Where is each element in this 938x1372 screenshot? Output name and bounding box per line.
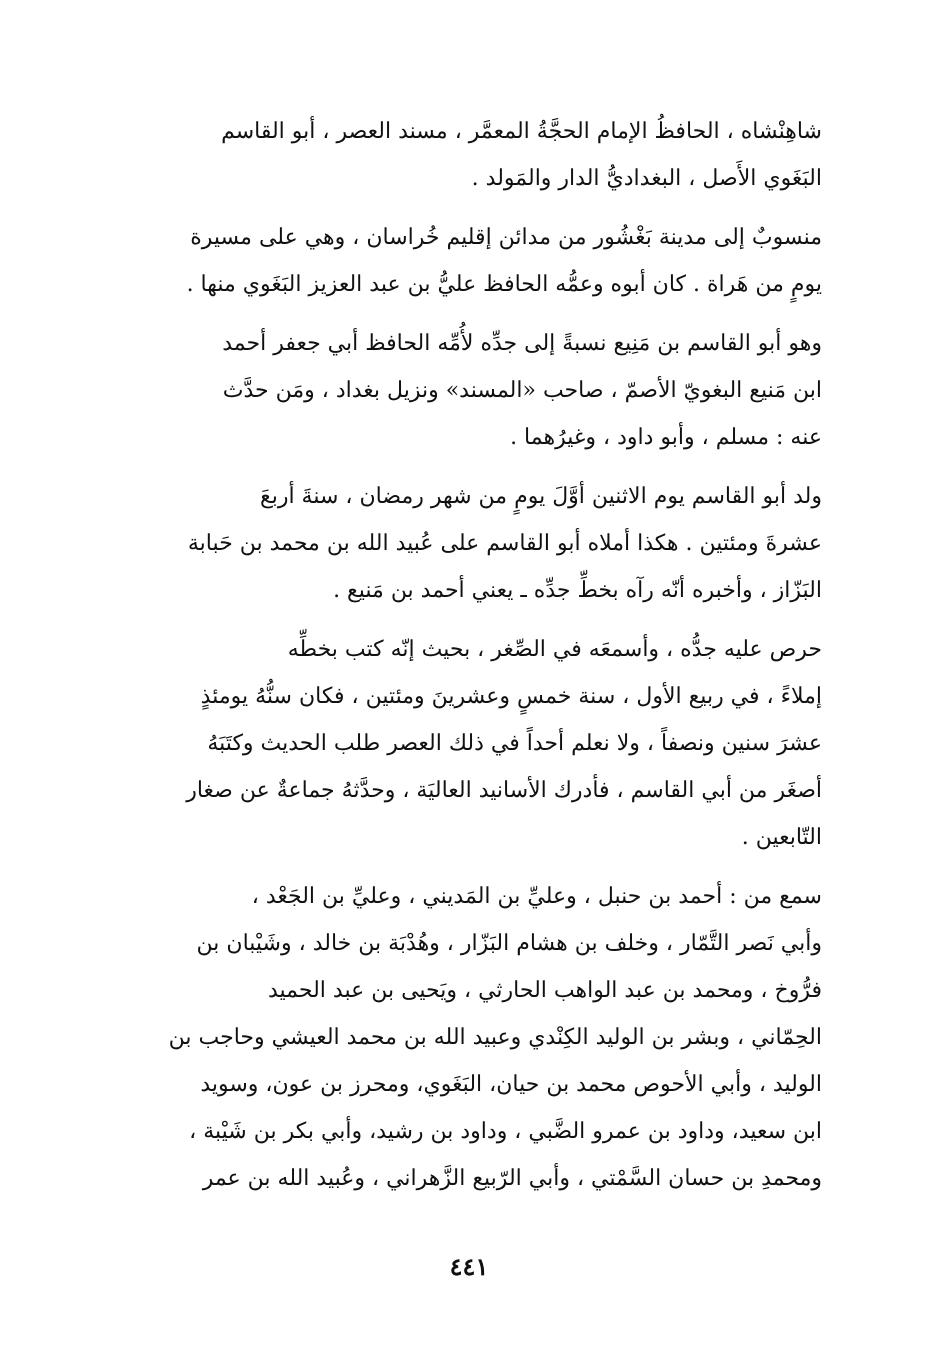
text-line: الوليد ، وأبي الأحوص محمد بن حيان، البَغَوي، ومحرز بن عون، وسويد — [200, 1072, 822, 1097]
text-line: التّابعين . — [741, 825, 822, 850]
page-number: ٤٤١ — [449, 1252, 489, 1281]
text-line: البَزّاز ، وأخبره أنّه رآه بخطِّ جدِّه ـ يعني أحمد بن مَنيع . — [333, 578, 822, 603]
text-line: أصغَر من أبي القاسم ، فأدرك الأسانيد العاليَة ، وحدَّثهُ جماعةٌ عن صغار — [186, 778, 822, 803]
text-line: ومحمدِ بن حسان السَّمْتي ، وأبي الرّبيع الزَّهراني ، وعُبيد الله بن عمر — [202, 1166, 822, 1191]
text-line: الحِمّاني ، وبشر بن الوليد الكِنْدي وعبيد الله بن محمد العيشي وحاجب بن — [168, 1025, 822, 1050]
text-line: فرُّوخ ، ومحمد بن عبد الواهب الحارثي ، ويَحيى بن عبد الحميد — [268, 978, 822, 1003]
text-line: شاهِنْشاه ، الحافظُ الإمام الحجَّةُ المعمَّر ، مسند العصر ، أبو القاسم — [221, 119, 822, 144]
text-line: ابن سعيد، وداود بن عمرو الضَّبي ، وداود بن رشيد، وأبي بكر بن شَيْبة ، — [189, 1119, 822, 1144]
text-line: ابن مَنيع البغويّ الأصمّ ، صاحب «المسند» ونزيل بغداد ، ومَن حدَّث — [222, 378, 822, 403]
text-line: وهو أبو القاسم بن مَنِيع نسبةً إلى جدِّه لأُمِّه الحافظ أبي جعفر أحمد — [222, 331, 822, 356]
paragraph-3 — [160, 320, 822, 461]
text-line: حرص عليه جدُّه ، وأسمعَه في الصِّغر ، بحيث إنّه كتب بخطِّه — [287, 637, 822, 662]
text-line: وأبي نَصر التَّمّار ، وخلف بن هشام البَزّار ، وهُدْبَة بن خالد ، وشَيْبان بن — [196, 931, 822, 956]
text-line: يومٍ من هَراة . كان أبوه وعمُّه الحافظ عليُّ بن عبد العزيز البَغَوي منها . — [186, 272, 822, 297]
body-text — [160, 108, 822, 1202]
text-line: عشرَ سنين ونصفاً ، ولا نعلم أحداً في ذلك العصر طلب الحديث وكتَبَهُ — [207, 731, 822, 756]
text-line: منسوبٌ إلى مدينة بَغْشُور من مدائن إقليم خُراسان ، وهي على مسيرة — [190, 225, 822, 250]
paragraph-6 — [160, 873, 822, 1202]
text-line: إملاءً ، في ربيع الأول ، سنة خمسٍ وعشرينَ ومئتين ، فكان سنُّهُ يومئذٍ — [200, 684, 822, 709]
text-line: ولد أبو القاسم يوم الاثنين أوَّلَ يومٍ من شهر رمضان ، سنةَ أربعَ — [260, 484, 822, 509]
paragraph-2 — [160, 214, 822, 308]
paragraph-4 — [160, 473, 822, 614]
text-line: سمع من : أحمد بن حنبل ، وعليِّ بن المَديني ، وعليِّ بن الجَعْد ، — [251, 884, 822, 909]
paragraph-5 — [160, 626, 822, 861]
paragraph-1 — [160, 108, 822, 202]
text-line: عشرةَ ومئتين . هكذا أملاه أبو القاسم على عُبيد الله بن محمد بن حَبابة — [187, 531, 822, 556]
text-line: عنه : مسلم ، وأبو داود ، وغيرُهما . — [510, 425, 822, 450]
text-line: البَغَوي الأَصل ، البغداديُّ الدار والمَولد . — [471, 166, 822, 191]
